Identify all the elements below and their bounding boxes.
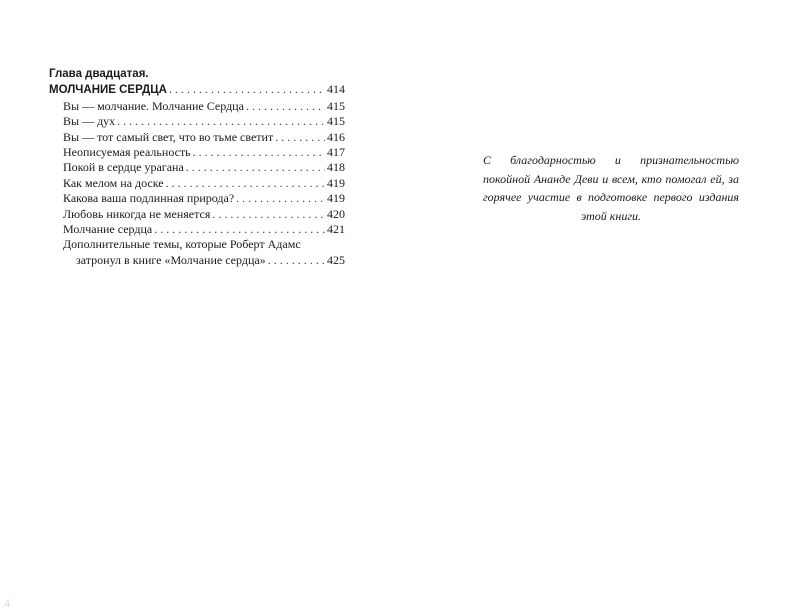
toc-entry [49,207,345,222]
dot-leader [166,176,325,191]
toc-entry-text: Любовь никогда не меняется [63,206,211,221]
toc-entry-line1: Дополнительные темы, которые Роберт Адамс [63,237,301,252]
toc-entry [49,99,345,114]
dot-leader [186,160,325,175]
toc-entry-text: Вы — молчание. Молчание Сердца [63,98,244,113]
dot-leader [193,145,325,160]
dot-leader [236,191,325,206]
toc-entry [49,130,345,145]
toc-entry-text: Покой в сердце урагана [63,160,184,175]
dot-leader [169,82,325,97]
page-number: 416 [327,129,345,144]
toc-entry-text: Неописуемая реальность [63,145,191,160]
toc-entry-text: Вы — дух [63,114,116,129]
page-number: 425 [327,252,345,267]
dot-leader [275,130,325,145]
page-number: 418 [327,160,345,175]
toc-entry [49,145,345,160]
dot-leader [212,207,325,222]
page-number: 419 [327,191,345,206]
dot-leader [246,99,325,114]
toc-entry-text: Какова ваша подлинная природа? [63,191,235,206]
toc-entry [49,191,345,206]
toc-entry [49,160,345,175]
toc-entry-text: Как мелом на доске [63,175,164,190]
chapter-heading: Глава двадцатая. [49,68,149,80]
page-number: 419 [327,175,345,190]
toc-entry [49,253,345,268]
toc-entry [49,176,345,191]
page-number: 421 [327,222,345,237]
toc-entry [49,114,345,129]
chapter-title-row [49,82,345,98]
page-number: 414 [327,82,345,97]
table-of-contents [49,67,345,268]
chapter-title: МОЛЧАНИЕ СЕРДЦА [49,84,167,97]
page-number: 420 [327,206,345,221]
toc-entry-text: Вы — тот самый свет, что во тьме светит [63,129,274,144]
toc-entry-text: Молчание сердца [63,222,153,237]
page-number: 417 [327,145,345,160]
page-number: 415 [327,114,345,129]
dedication-text: С благодарностью и признательностью покойной Ананде Деви и всем, кто помогал ей, за горячее участие в подготовке первого издания этой книги. [483,153,739,223]
toc-entry-text: затронул в книге «Молчание сердца» [76,252,266,267]
toc-entry [49,222,345,237]
dot-leader [154,222,325,237]
dot-leader [268,253,325,268]
page-number: 415 [327,98,345,113]
dot-leader [117,114,325,129]
page-mark: 4 [4,596,10,610]
